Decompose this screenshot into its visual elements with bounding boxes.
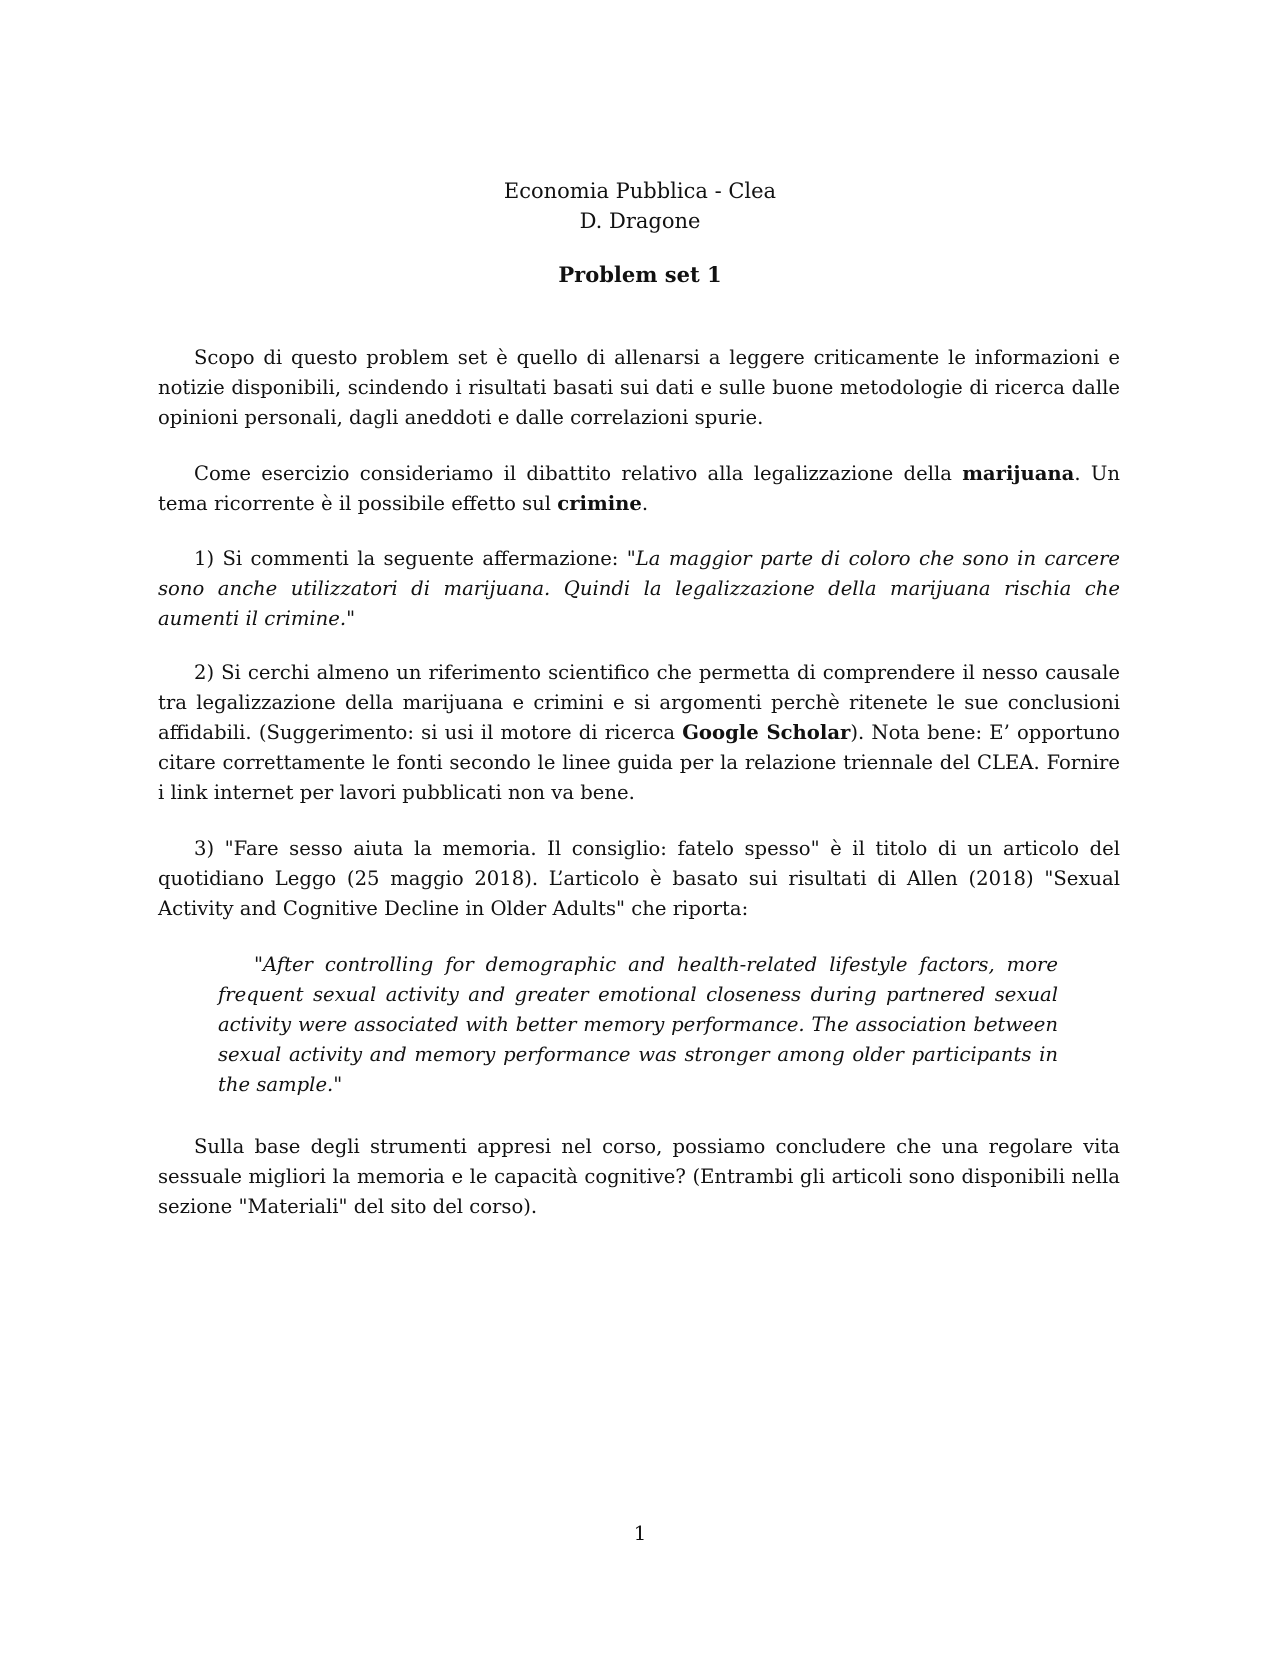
topic-text-c: . Un tema ricorrente è il possibile effetto sul (158, 462, 1120, 515)
course-title: Economia Pubblica - Clea (503, 179, 777, 203)
google-scholar-keyword: Google Scholar (682, 721, 851, 744)
problem-set-title: Problem set 1 (558, 262, 722, 287)
topic-paragraph (158, 459, 1120, 519)
topic-keyword-crimine: crimine (557, 492, 642, 515)
topic-text-e: . (641, 492, 649, 515)
question-3: 3) "Fare sesso aiuta la memoria. Il consiglio: fatelo spesso" è il titolo di un articolo del quotidiano Leggo (25 maggio 2018). L’articolo è basato sui risultati di Allen (2018) "Sexual Activity and Cognitive Decline in Older Adults" che riporta: (158, 837, 1120, 920)
closing-question: Sulla base degli strumenti appresi nel corso, possiamo concludere che una regolare vita sessuale migliori la memoria e le capacità cognitive? (Entrambi gli articoli sono disponibili nella sezione "Materiali" del sito del corso). (158, 1135, 1120, 1218)
question-1-lead: 1) Si commenti la seguente affermazione: (194, 547, 627, 570)
page-number: 1 (633, 1521, 647, 1545)
topic-keyword-marijuana: marijuana (962, 462, 1075, 485)
question-1-quote: "La maggior parte di coloro che sono in carcere sono anche utilizzatori di marijuana. Quindi la legalizzazione della marijuana rischia che aumenti il crimine." (158, 547, 1120, 630)
question-2-text-a: 2) Si cerchi almeno un riferimento scientifico che permetta di comprendere il nesso causale tra legalizzazione della marijuana e crimini e si argomenti perchè ritenete le sue conclusioni affidabili. (Suggerimento: si usi il motore di ricerca (158, 661, 1120, 744)
intro-paragraph: Scopo di questo problem set è quello di allenarsi a leggere criticamente le informazioni e notizie disponibili, scindendo i risultati basati sui dati e sulle buone metodologie di ricerca dalle opinioni personali, dagli aneddoti e dalle correlazioni spurie. (158, 346, 1120, 429)
author-name: D. Dragone (579, 209, 701, 233)
topic-text-a: Come esercizio consideriamo il dibattito relativo alla legalizzazione della (194, 462, 963, 485)
question-1 (158, 544, 1120, 634)
allen-quote: "After controlling for demographic and health-related lifestyle factors, more frequent sexual activity and greater emotional closeness during partnered sexual activity were associated with better memory performance. The association between sexual activity and memory performance was stronger among older participants in the sample." (218, 953, 1058, 1096)
question-2 (158, 658, 1120, 808)
question-2-text-c: ). Nota bene: E’ opportuno citare correttamente le fonti secondo le linee guida per la relazione triennale del CLEA. Fornire i link internet per lavori pubblicati non va bene. (158, 721, 1120, 804)
